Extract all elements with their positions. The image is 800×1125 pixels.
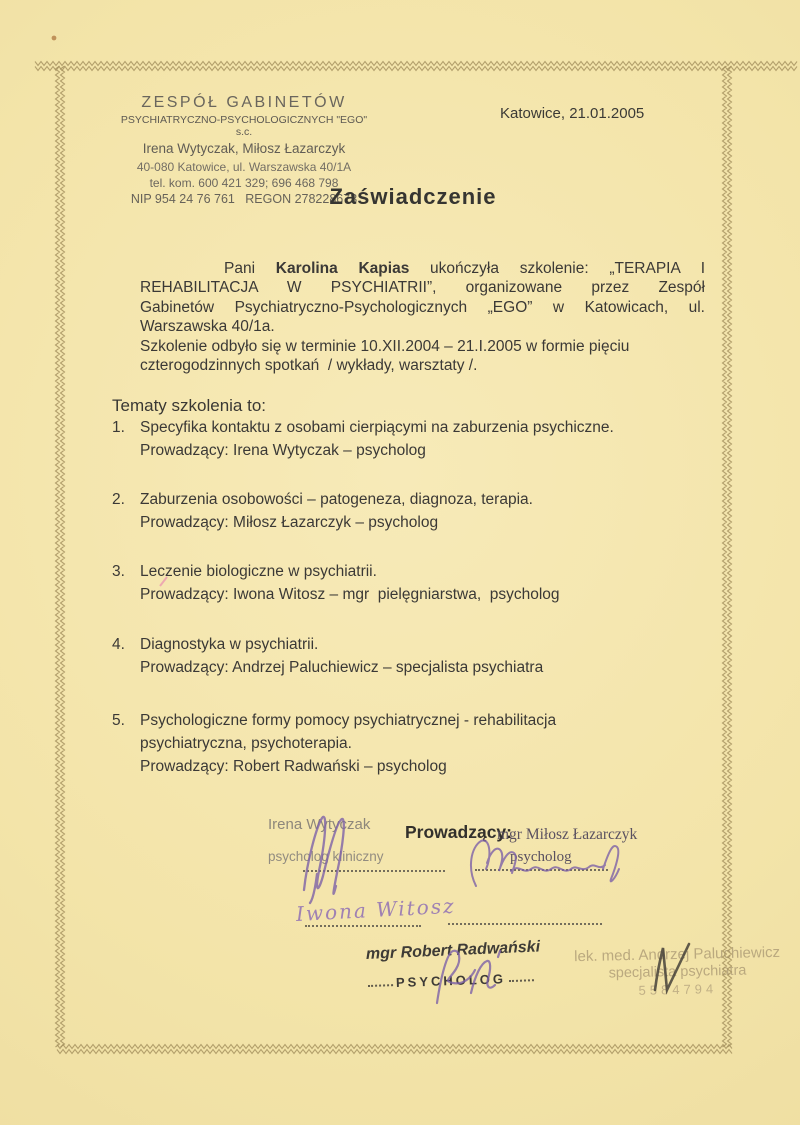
- main-paragraph: [140, 259, 705, 375]
- topic-item-3: [112, 560, 742, 606]
- faint-stamp-name: lek. med. Andrzej Paluchiewicz: [574, 943, 781, 966]
- zigzag-border-strand: [57, 1045, 732, 1049]
- stamp-right-role: psycholog: [510, 849, 572, 865]
- topic-number: 4.: [112, 636, 125, 653]
- dateline: Katowice, 21.01.2005: [500, 105, 645, 122]
- topic-number: 2.: [112, 491, 125, 508]
- topic-title: Leczenie biologiczne w psychiatrii.: [140, 563, 377, 580]
- topic-body: [140, 633, 700, 679]
- paragraph-line: Warszawska 40/1a.: [140, 318, 275, 336]
- stamp-left-role: psycholog kliniczny: [268, 849, 384, 864]
- recipient-name: Karolina Kapias: [275, 260, 410, 277]
- letterhead-address: 40-080 Katowice, ul. Warszawska 40/1A: [136, 160, 352, 174]
- signature-dotted-line: [303, 870, 445, 872]
- topic-leader: Prowadzący: Miłosz Łazarczyk – psycholog: [140, 514, 439, 531]
- dot-leader: [509, 979, 534, 982]
- topics-heading: Tematy szkolenia to:: [112, 396, 267, 415]
- signature-dotted-line: [475, 869, 608, 871]
- signature-dotted-line: [305, 925, 421, 927]
- topic-leader: Prowadzący: Robert Radwański – psycholog: [140, 758, 447, 775]
- topic-leader: Prowadzący: Iwona Witosz – mgr pielęgniarstwa, psycholog: [140, 586, 560, 603]
- faint-doctor-stamp: [559, 944, 795, 1000]
- topic-title-line2: psychiatryczna, psychoterapia.: [140, 735, 352, 752]
- topic-title: Specyfika kontaktu z osobami cierpiącymi na zaburzenia psychiczne.: [140, 419, 614, 436]
- paragraph-rest: ukończyła szkolenie: „TERAPIA I: [409, 260, 705, 277]
- topic-leader: Prowadzący: Andrzej Paluchiewicz – specjalista psychiatra: [140, 659, 544, 676]
- paragraph-line: czterogodzinnych spotkań / wykłady, warsztaty /.: [140, 357, 478, 375]
- faint-stamp-number: 5584794: [638, 981, 718, 998]
- paragraph-line: REHABILITACJA W PSYCHIATRII”, organizowane przez Zespół: [140, 279, 705, 297]
- topic-body: [140, 416, 700, 462]
- zigzag-border-strand: [56, 66, 60, 1047]
- zigzag-border-strand: [35, 67, 797, 71]
- letterhead-nip-regon: NIP 954 24 76 761 REGON 278228673: [130, 192, 358, 206]
- topic-title: Psychologiczne formy pomocy psychiatrycznej - rehabilitacja: [140, 712, 557, 729]
- stamp-left-name: Irena Wytyczak: [268, 816, 371, 833]
- zigzag-border-strand: [61, 66, 65, 1047]
- topic-number: 1.: [112, 419, 125, 436]
- stamp-bottom-role-row: [368, 970, 535, 991]
- zigzag-border-strand: [35, 62, 797, 66]
- signature-dotted-line: [448, 923, 602, 925]
- letterhead-org-subtitle: PSYCHIATRYCZNO-PSYCHOLOGICZNYCH "EGO" s.c.: [120, 114, 368, 138]
- handwritten-signature-text: Iwona Witosz: [295, 893, 457, 926]
- stamp-right-name: mgr Miłosz Łazarczyk: [497, 826, 638, 843]
- letterhead-owners: Irena Wytyczak, Miłosz Łazarczyk: [142, 141, 346, 156]
- letterhead-org-name: ZESPÓŁ GABINETÓW: [141, 94, 347, 111]
- page-title: Zaświadczenie: [329, 184, 497, 209]
- letterhead-phones: tel. kom. 600 421 329; 696 468 798: [149, 176, 339, 190]
- topic-item-2: [112, 488, 742, 534]
- paragraph-prefix: Pani: [224, 260, 276, 277]
- paragraph-line: [140, 259, 705, 278]
- topic-item-5: [112, 709, 742, 778]
- prowadzacy-label: Prowadzący:: [405, 822, 512, 842]
- zigzag-border-strand: [57, 1050, 732, 1054]
- faint-stamp-role: specjalista psychiatra: [608, 962, 747, 982]
- topic-body: [140, 560, 700, 606]
- paragraph-line: Gabinetów Psychiatryczno-Psychologicznych „EGO” w Katowicach, ul.: [140, 298, 705, 316]
- topic-title: Zaburzenia osobowości – patogeneza, diagnoza, terapia.: [140, 491, 533, 508]
- topic-number: 5.: [112, 712, 125, 729]
- topic-body: [140, 709, 700, 778]
- topic-title: Diagnostyka w psychiatrii.: [140, 636, 319, 653]
- topic-item-1: [112, 416, 742, 462]
- topic-leader: Prowadzący: Irena Wytyczak – psycholog: [140, 442, 426, 459]
- paper-speck: [52, 36, 57, 41]
- zigzag-border-strand: [723, 66, 727, 1047]
- stamp-bottom-role: PSYCHOLOG: [395, 971, 507, 991]
- dot-leader: [368, 984, 393, 987]
- paragraph-line: Szkolenie odbyło się w terminie 10.XII.2004 – 21.I.2005 w formie pięciu: [140, 337, 630, 355]
- zigzag-border-strand: [728, 66, 732, 1047]
- stamp-bottom-name: mgr Robert Radwański: [365, 938, 541, 963]
- topic-item-4: [112, 633, 742, 679]
- topic-body: [140, 488, 700, 534]
- topic-number: 3.: [112, 563, 125, 580]
